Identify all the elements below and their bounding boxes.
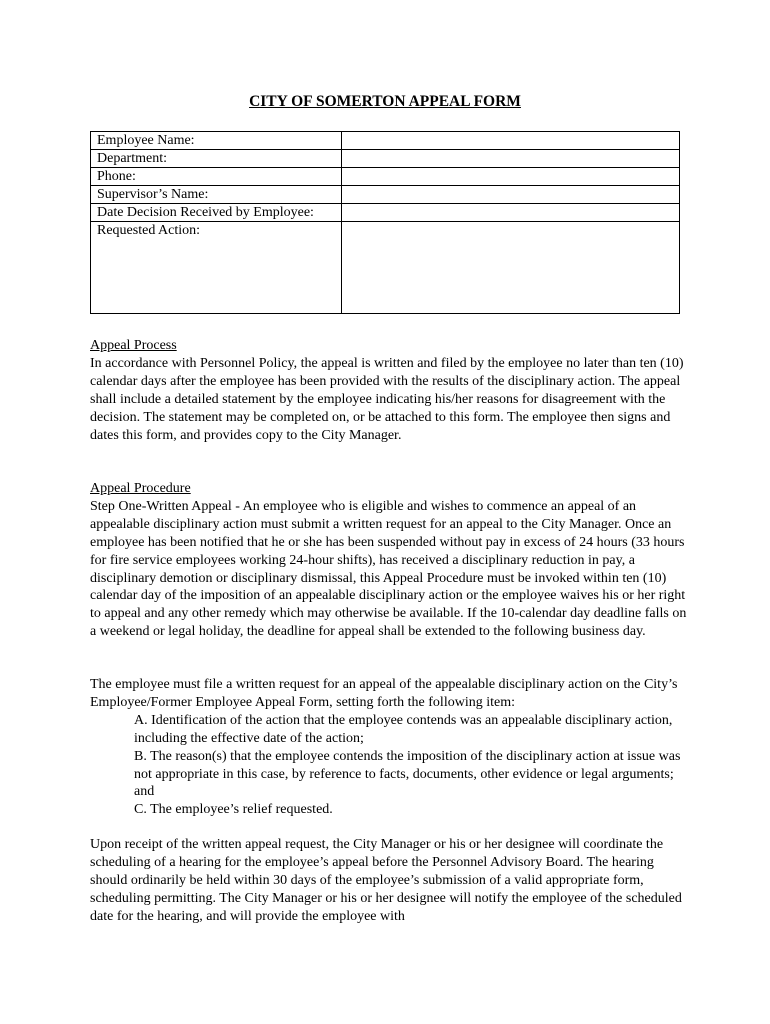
appeal-procedure-heading: Appeal Procedure [90,481,191,496]
form-row-date-decision-received [91,204,680,222]
date-decision-received-label: Date Decision Received by Employee: [91,204,342,222]
phone-field[interactable] [342,168,680,186]
date-decision-received-field[interactable] [342,204,680,222]
supervisor-name-label: Supervisor’s Name: [91,186,342,204]
appeal-process-section [90,337,690,444]
request-item-a: A. Identification of the action that the employee contends was an appealable disciplinary action, including the effective date of the action; [134,712,673,746]
request-item-b: B. The reason(s) that the employee contends the imposition of the disciplinary action at issue was not appropriate in this case, by reference to facts, documents, other evidence or legal arguments; and [134,748,681,800]
appeal-process-heading: Appeal Process [90,338,177,353]
form-row-requested-action [91,222,680,314]
department-field[interactable] [342,150,680,168]
step-one-text: Step One-Written Appeal - An employee who is eligible and wishes to commence an appeal of an appealable disciplinary action must submit a written request for an appeal to the City Manager. Once an employee has been notified that he or she has been suspended without pay in excess of 24 hours (33 hours for fire service employees working 24-hour shifts), has received a disciplinary reduction in pay, a disciplinary demotion or disciplinary dismissal, this Appeal Procedure must be invoked within ten (10) calendar day of the imposition of an appealable disciplinary action or the employee waives his or her right to appeal and any other remedy which may otherwise be available. If the 10-calendar day deadline falls on a weekend or legal holiday, the deadline for appeal shall be extended to the following business day. [90,498,687,640]
request-section [90,676,690,819]
hearing-section [90,836,690,926]
request-intro-text: The employee must file a written request for an appeal of the appealable disciplinary action on the City’s Employee/Former Employee Appeal Form, setting forth the following item: [90,677,678,710]
form-row-employee-name [91,132,680,150]
phone-label: Phone: [91,168,342,186]
document-title: CITY OF SOMERTON APPEAL FORM [249,93,521,110]
employee-name-field[interactable] [342,132,680,150]
requested-action-field[interactable] [342,222,680,314]
form-row-department [91,150,680,168]
appeal-form-table [90,131,680,314]
request-item-c: C. The employee’s relief requested. [134,802,333,818]
supervisor-name-field[interactable] [342,186,680,204]
appeal-procedure-section [90,480,690,641]
employee-name-label: Employee Name: [91,132,342,150]
hearing-text: Upon receipt of the written appeal request, the City Manager or his or her designee will coordinate the scheduling of a hearing for the employee’s appeal before the Personnel Advisory Board. The hearing should ordinarily be held within 30 days of the employee’s submission of a valid appropriate form, scheduling permitting. The City Manager or his or her designee will notify the employee of the scheduled date for the hearing, and will provide the employee with [90,837,682,924]
appeal-process-text: In accordance with Personnel Policy, the appeal is written and filed by the employee no later than ten (10) calendar days after the employee has been provided with the results of the disciplinary action. The appeal shall include a detailed statement by the employee indicating his/her reasons for disagreement with the decision. The statement may be completed on, or be attached to this form. The employee then signs and dates this form, and provides copy to the City Manager. [90,355,684,443]
department-label: Department: [91,150,342,168]
form-row-phone [91,168,680,186]
form-row-supervisor-name [91,186,680,204]
requested-action-label: Requested Action: [91,222,342,314]
